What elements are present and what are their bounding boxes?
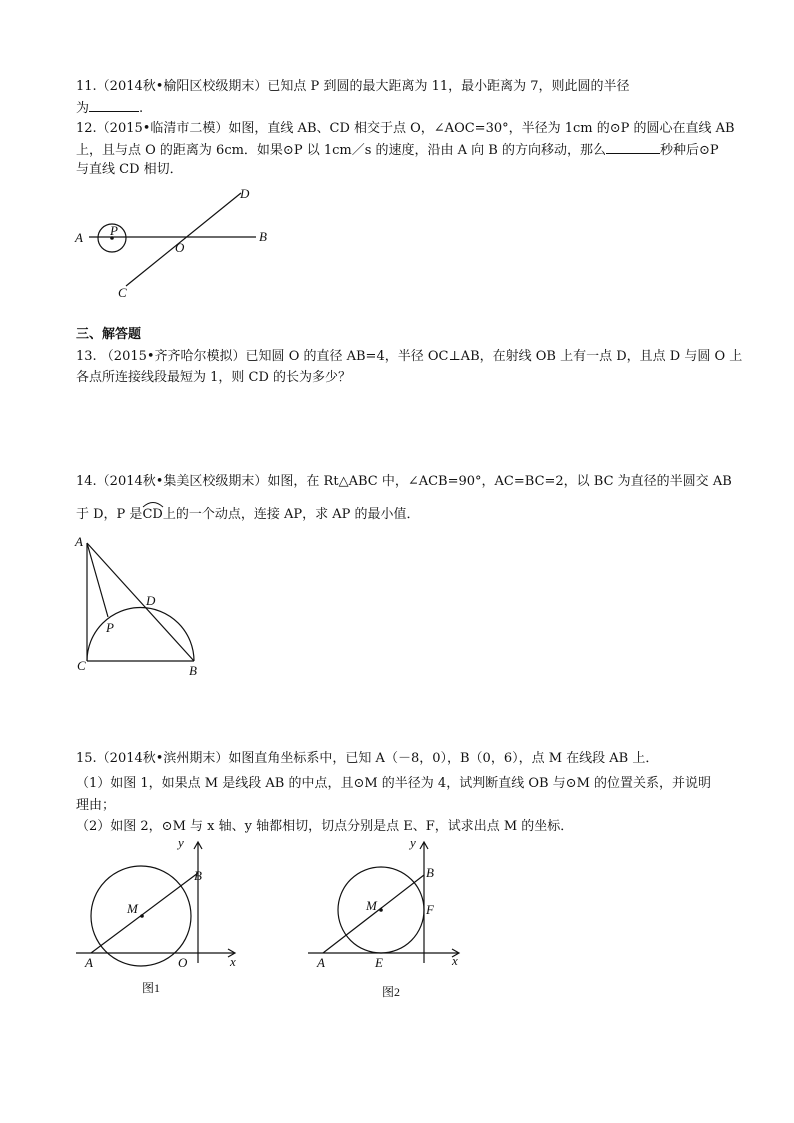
q14-label-a: A	[75, 534, 83, 549]
fig2-label-f: F	[426, 902, 434, 917]
q14-side-ab	[87, 543, 194, 661]
q12-line-1: 12.（2015•临清市二模）如图，直线 AB、CD 相交于点 O，∠AOC=30°，半径为 1cm 的⊙P 的圆心在直线 AB	[76, 121, 735, 136]
fig1-label-m: M	[127, 901, 138, 916]
q11-line-2-suffix: .	[139, 101, 144, 116]
q14-label-p: P	[106, 620, 114, 635]
q14-label-b: B	[189, 663, 197, 678]
q14-line-2-prefix: 于 D，P 是	[76, 507, 143, 522]
q15-line-1: 15.（2014秋•滨州期末）如图直角坐标系中，已知 A（－8，0），B（0，6），点 M 在线段 AB 上．	[76, 751, 659, 766]
q12-label-o: O	[175, 240, 185, 255]
fig2-label-e: E	[375, 955, 383, 970]
q13-line-1: 13. （2015•齐齐哈尔模拟）已知圆 O 的直径 AB=4，半径 OC⊥AB，在射线 OB 上有一点 D，且点 D 与圆 O 上	[76, 349, 743, 364]
q14-label-c: C	[77, 658, 86, 673]
q14-arc-label: CD	[142, 507, 163, 522]
q12-line-3: 与直线 CD 相切．	[76, 162, 183, 177]
fig1-caption: 图1	[142, 981, 161, 995]
fig1-segment-ab	[91, 873, 198, 953]
q12-label-d: D	[240, 186, 250, 201]
q11-line-2-prefix: 为	[76, 101, 90, 116]
q12-label-p: P	[110, 223, 118, 238]
fig2-label-m: M	[366, 898, 377, 913]
fig1-point-m	[140, 914, 144, 918]
q15-figure-2	[302, 835, 482, 1005]
fig2-label-x: x	[452, 953, 458, 968]
fig1-label-y: y	[178, 835, 184, 850]
q14-label-d: D	[146, 593, 156, 608]
section-title: 三、解答题	[76, 327, 142, 342]
q15-line-2: （1）如图 1，如果点 M 是线段 AB 的中点，且⊙M 的半径为 4，试判断直线 OB 与⊙M 的位置关系，并说明	[76, 776, 712, 791]
q12-label-b: B	[259, 229, 267, 244]
q14-arc-cd-symbol	[142, 506, 162, 524]
q11-line-1: 11.（2014秋•榆阳区校级期末）已知点 P 到圆的最大距离为 11，最小距离为 7，则此圆的半径	[76, 79, 630, 94]
fig1-label-x: x	[230, 954, 236, 969]
arc-mark-icon	[142, 500, 164, 508]
q15-line-3: 理由；	[76, 798, 116, 813]
q12-line-2	[76, 140, 719, 160]
q15-line-4: （2）如图 2，⊙M 与 x 轴、y 轴都相切，切点分别是点 E、F，试求出点 M 的坐标．	[76, 819, 574, 834]
fig2-caption: 图2	[382, 985, 401, 999]
q11-answer-blank	[89, 98, 139, 112]
q12-answer-blank	[606, 140, 660, 154]
fig2-point-m	[379, 908, 383, 912]
q14-line-2-suffix: 上的一个动点，连接 AP，求 AP 的最小值．	[162, 507, 420, 522]
q12-line-2-suffix: 秒种后⊙P	[660, 143, 719, 158]
fig2-label-y: y	[410, 835, 416, 850]
q14-line-1: 14.（2014秋•集美区校级期末）如图，在 Rt△ABC 中，∠ACB=90°，AC=BC=2，以 BC 为直径的半圆交 AB	[76, 474, 732, 489]
q13-line-2: 各点所连接线段最短为 1，则 CD 的长为多少？	[76, 370, 352, 385]
fig1-label-o: O	[178, 955, 188, 970]
fig1-label-b: B	[194, 868, 202, 883]
q14-semicircle	[87, 608, 194, 662]
q12-label-c: C	[118, 285, 127, 300]
q12-label-a: A	[75, 230, 83, 245]
q12-line-2-text: 上，且与点 O 的距离为 6cm．如果⊙P 以 1cm／s 的速度，沿由 A 向 B 的方向移动，那么	[76, 143, 606, 158]
q11-line-2	[76, 98, 143, 118]
q15-figure-1	[70, 835, 250, 1000]
fig1-label-a: A	[85, 955, 93, 970]
q12-figure	[70, 180, 280, 305]
fig2-label-a: A	[317, 955, 325, 970]
q14-line-2	[76, 506, 419, 524]
q14-figure	[72, 532, 212, 680]
fig2-label-b: B	[426, 865, 434, 880]
